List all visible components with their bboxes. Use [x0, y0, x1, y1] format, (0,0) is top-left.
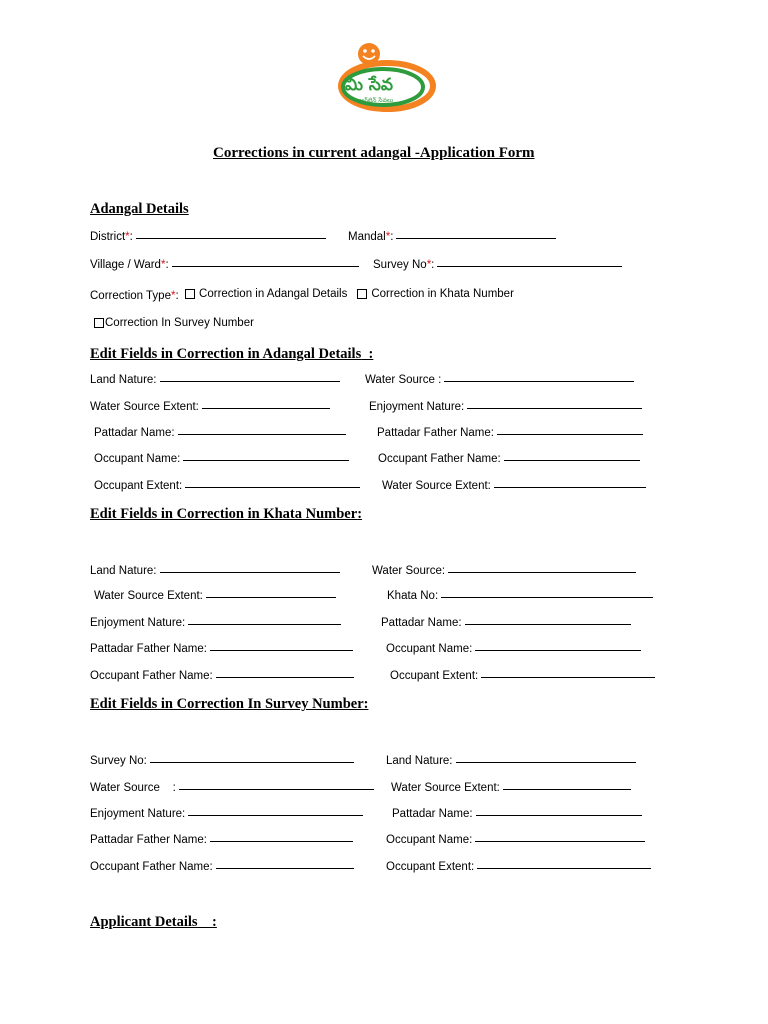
- logo-graphic: [333, 40, 437, 114]
- required-mark: *: [125, 231, 130, 243]
- s1-enjoyment-nature[interactable]: Enjoyment Nature:: [369, 401, 642, 413]
- s1-pattadar-father-name[interactable]: Pattadar Father Name:: [377, 427, 643, 439]
- correction-type-field: Correction Type * : Correction in Adangal Details Correction in Khata Number: [90, 288, 514, 302]
- s1-occupant-extent[interactable]: Occupant Extent:: [94, 480, 360, 492]
- section-khata-heading: Edit Fields in Correction in Khata Number:: [90, 506, 363, 522]
- s2-pattadar-name[interactable]: Pattadar Name:: [381, 617, 631, 629]
- mandal-label: Mandal: [348, 231, 386, 243]
- required-mark: *: [170, 290, 176, 302]
- s3-occupant-father-name[interactable]: Occupant Father Name:: [90, 861, 354, 873]
- s3-survey-no[interactable]: Survey No:: [90, 755, 354, 767]
- s3-water-source[interactable]: Water Source :: [90, 782, 374, 794]
- s2-water-source-extent[interactable]: Water Source Extent:: [94, 590, 336, 602]
- village-field[interactable]: Village / Ward * :: [90, 259, 359, 271]
- correction-type-label: Correction Type: [90, 290, 171, 302]
- correction-adangal-option[interactable]: Correction in Adangal Details: [185, 288, 347, 300]
- logo-tagline: ఆన్‌లైన్ సేవలు: [359, 97, 394, 104]
- survey-no-field[interactable]: Survey No * :: [373, 259, 622, 271]
- s2-water-source[interactable]: Water Source:: [372, 565, 636, 577]
- district-field[interactable]: District * :: [90, 231, 326, 243]
- correction-khata-option[interactable]: Correction in Khata Number: [357, 288, 514, 300]
- required-mark: *: [385, 231, 391, 243]
- s1-occupant-father-name[interactable]: Occupant Father Name:: [378, 453, 640, 465]
- s1-occupant-name[interactable]: Occupant Name:: [94, 453, 349, 465]
- village-label: Village / Ward: [90, 259, 161, 271]
- district-input-line[interactable]: [136, 237, 326, 239]
- s3-occupant-name[interactable]: Occupant Name:: [386, 834, 645, 846]
- logo-text: మీ సేవ: [345, 75, 393, 95]
- s2-land-nature[interactable]: Land Nature:: [90, 565, 340, 577]
- form-title: Corrections in current adangal -Application Form: [213, 145, 535, 161]
- meeseva-logo: [333, 40, 437, 114]
- s2-pattadar-father-name[interactable]: Pattadar Father Name:: [90, 643, 353, 655]
- s1-water-source-extent-2[interactable]: Water Source Extent:: [382, 480, 646, 492]
- section-survey-heading: Edit Fields in Correction In Survey Number:: [90, 696, 369, 712]
- s2-khata-no[interactable]: Khata No:: [387, 590, 653, 602]
- s1-water-source[interactable]: Water Source :: [365, 374, 634, 386]
- correction-survey-option[interactable]: Correction In Survey Number: [94, 317, 254, 329]
- s1-water-source-extent[interactable]: Water Source Extent:: [90, 401, 330, 413]
- checkbox-icon[interactable]: [357, 289, 367, 299]
- survey-no-input-line[interactable]: [437, 265, 622, 267]
- applicant-details-heading: Applicant Details :: [90, 914, 217, 930]
- s1-land-nature[interactable]: Land Nature:: [90, 374, 340, 386]
- mandal-field[interactable]: Mandal * :: [348, 231, 556, 243]
- s2-enjoyment-nature[interactable]: Enjoyment Nature:: [90, 617, 341, 629]
- required-mark: *: [426, 259, 432, 271]
- checkbox-icon[interactable]: [94, 318, 104, 328]
- s3-land-nature[interactable]: Land Nature:: [386, 755, 636, 767]
- village-input-line[interactable]: [172, 265, 359, 267]
- survey-no-label: Survey No: [373, 259, 427, 271]
- s3-pattadar-father-name[interactable]: Pattadar Father Name:: [90, 834, 353, 846]
- section-adangal-heading: Edit Fields in Correction in Adangal Details :: [90, 346, 374, 362]
- s2-occupant-father-name[interactable]: Occupant Father Name:: [90, 670, 354, 682]
- s2-occupant-extent[interactable]: Occupant Extent:: [390, 670, 655, 682]
- mandal-input-line[interactable]: [396, 237, 556, 239]
- required-mark: *: [160, 259, 166, 271]
- s3-water-source-extent[interactable]: Water Source Extent:: [391, 782, 631, 794]
- district-label: District: [90, 231, 126, 243]
- adangal-details-heading: Adangal Details: [90, 201, 189, 217]
- checkbox-icon[interactable]: [185, 289, 195, 299]
- s3-enjoyment-nature[interactable]: Enjoyment Nature:: [90, 808, 363, 820]
- s1-pattadar-name[interactable]: Pattadar Name:: [94, 427, 346, 439]
- s3-occupant-extent[interactable]: Occupant Extent:: [386, 861, 651, 873]
- s3-pattadar-name[interactable]: Pattadar Name:: [392, 808, 642, 820]
- s2-occupant-name[interactable]: Occupant Name:: [386, 643, 641, 655]
